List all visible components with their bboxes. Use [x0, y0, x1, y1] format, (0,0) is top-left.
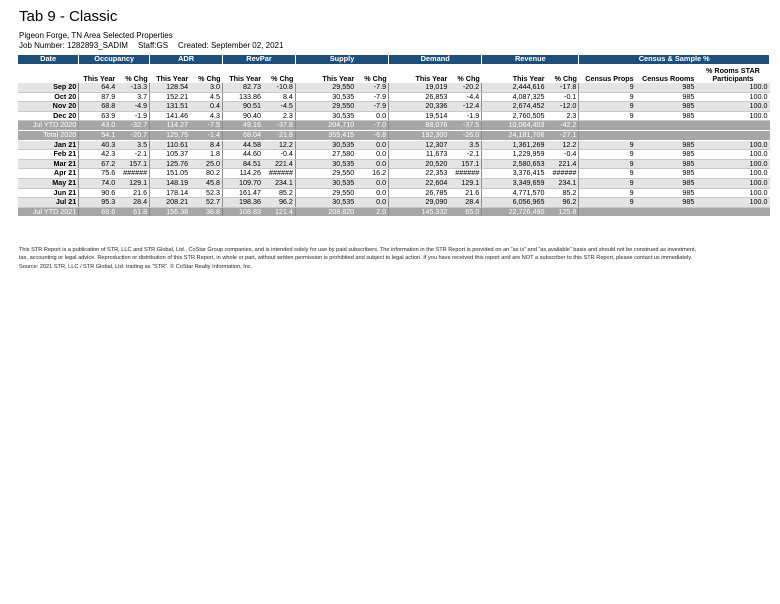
table-cell: 9: [579, 140, 636, 150]
table-cell: 141.46: [150, 111, 191, 121]
disclaimer-line: This STR Report is a publication of STR, LLC and STR Global, Ltd., CoStar Group companies, and is intended solely for use by paid subscribers. The information in the STR Report is provided on an “as is” and “as available” basis and should not be construed as investment,: [19, 247, 697, 253]
group-header: ADR: [150, 55, 223, 64]
table-cell: 2,580,653: [482, 159, 547, 169]
table-cell: 29,550: [295, 83, 356, 92]
group-header: Occupancy: [79, 55, 150, 64]
table-cell: -7.9: [356, 83, 388, 92]
table-cell: 152.21: [150, 92, 191, 102]
table-cell: 234.1: [547, 178, 579, 188]
row-date-cell: Sep 20: [18, 83, 79, 92]
table-cell: 234.1: [263, 178, 295, 188]
table-cell: 21.6: [449, 188, 481, 198]
table-cell: 985: [636, 198, 697, 208]
table-row: [18, 150, 770, 160]
table-cell: 985: [636, 150, 697, 160]
table-cell: 30,535: [295, 159, 356, 169]
table-cell: -4.9: [117, 102, 149, 112]
table-cell: -4.4: [449, 92, 481, 102]
table-cell: 84.51: [223, 159, 264, 169]
table-cell: 21.6: [117, 188, 149, 198]
table-cell: 40.3: [79, 140, 117, 150]
group-header: Supply: [295, 55, 388, 64]
table-cell: 2,444,616: [482, 83, 547, 92]
table-cell: 161.47: [223, 188, 264, 198]
column-header: % Chg: [117, 64, 149, 83]
table-cell: 82.73: [223, 83, 264, 92]
table-cell: 3.5: [449, 140, 481, 150]
table-cell: 2,760,505: [482, 111, 547, 121]
table-cell: 88,076: [389, 121, 450, 131]
table-cell: 24,181,706: [482, 130, 547, 140]
table-cell: 178.14: [150, 188, 191, 198]
table-cell: 19,514: [389, 111, 450, 121]
table-cell: 221.4: [263, 159, 295, 169]
table-cell: 985: [636, 188, 697, 198]
table-cell: 100.0: [696, 83, 769, 92]
table-cell: 25.0: [190, 159, 222, 169]
table-cell: 69.6: [79, 207, 117, 217]
table-cell: 985: [636, 83, 697, 92]
table-cell: -1.4: [190, 130, 222, 140]
table-cell: 0.0: [356, 111, 388, 121]
table-cell: 157.1: [449, 159, 481, 169]
table-cell: 3,376,415: [482, 169, 547, 179]
table-row: [18, 140, 770, 150]
table-cell: 100.0: [696, 198, 769, 208]
row-date-cell: Jul YTD 2021: [18, 207, 79, 217]
group-header: Revenue: [482, 55, 579, 64]
table-row: [18, 92, 770, 102]
table-cell: 114.27: [150, 121, 191, 131]
row-date-cell: Total 2020: [18, 130, 79, 140]
summary-row: [18, 207, 770, 217]
table-cell: -27.1: [547, 130, 579, 140]
table-cell: 0.4: [190, 102, 222, 112]
table-cell: -12.0: [547, 102, 579, 112]
table-cell: 90.40: [223, 111, 264, 121]
table-cell: -0.4: [263, 150, 295, 160]
table-cell: -32.7: [117, 121, 149, 131]
table-cell: -2.1: [449, 150, 481, 160]
report-subtitle: Pigeon Forge, TN Area Selected Properties: [19, 31, 173, 40]
table-cell: 95.3: [79, 198, 117, 208]
table-cell: 67.2: [79, 159, 117, 169]
table-cell: -17.8: [547, 83, 579, 92]
column-header: % Chg: [190, 64, 222, 83]
table-cell: 30,535: [295, 140, 356, 150]
table-cell: 52.3: [190, 188, 222, 198]
table-cell: 44.58: [223, 140, 264, 150]
table-cell: 75.6: [79, 169, 117, 179]
column-header: This Year: [482, 64, 547, 83]
row-date-cell: Jun 21: [18, 188, 79, 198]
table-cell: 8.4: [190, 140, 222, 150]
table-cell: 4,771,570: [482, 188, 547, 198]
table-row: [18, 111, 770, 121]
group-header: Date: [18, 55, 79, 64]
column-header: This Year: [295, 64, 356, 83]
table-cell: 128.54: [150, 83, 191, 92]
table-cell: 100.0: [696, 150, 769, 160]
table-cell: 20,520: [389, 159, 450, 169]
table-cell: -1.9: [117, 111, 149, 121]
table-cell: 12.2: [263, 140, 295, 150]
table-cell: 100.0: [696, 159, 769, 169]
table-cell: -20.7: [117, 130, 149, 140]
table-cell: 100.0: [696, 92, 769, 102]
table-body: [18, 83, 770, 217]
table-cell: [696, 130, 769, 140]
table-cell: 110.61: [150, 140, 191, 150]
table-cell: 157.1: [117, 159, 149, 169]
table-cell: -6.8: [356, 130, 388, 140]
table-cell: 3.0: [190, 83, 222, 92]
table-cell: 3.7: [117, 92, 149, 102]
table-cell: 54.1: [79, 130, 117, 140]
table-cell: 129.1: [449, 178, 481, 188]
table-cell: 114.26: [223, 169, 264, 179]
disclaimer-line: tax, accounting or legal advice. Reproduction or distribution of this STR Report, in whole or part, without written permission is prohibited and subject to legal action. If you have received this report and are NOT a subscriber to this STR Report, please contact us immediately.: [19, 255, 693, 262]
table-cell: -7.5: [190, 121, 222, 131]
table-cell: 30,535: [295, 92, 356, 102]
table-cell: [579, 130, 636, 140]
table-cell: 65.0: [449, 207, 481, 217]
table-cell: 105.37: [150, 150, 191, 160]
table-cell: 85.2: [547, 188, 579, 198]
table-cell: ######: [449, 169, 481, 179]
table-cell: ######: [263, 169, 295, 179]
column-header: This Year: [150, 64, 191, 83]
table-cell: 198.36: [223, 198, 264, 208]
table-cell: 133.86: [223, 92, 264, 102]
table-cell: 145,332: [389, 207, 450, 217]
table-cell: 151.05: [150, 169, 191, 179]
table-cell: 9: [579, 92, 636, 102]
group-header: Census & Sample %: [579, 55, 770, 64]
table-cell: [636, 207, 697, 217]
table-cell: 6,056,965: [482, 198, 547, 208]
table-row: [18, 188, 770, 198]
table-row: [18, 159, 770, 169]
table-cell: 0.0: [356, 188, 388, 198]
table-cell: 63.9: [79, 111, 117, 121]
group-header: RevPar: [223, 55, 296, 64]
table-cell: -7.9: [356, 102, 388, 112]
table-cell: 9: [579, 169, 636, 179]
column-header: This Year: [223, 64, 264, 83]
table-cell: 125.8: [547, 207, 579, 217]
row-date-cell: Oct 20: [18, 92, 79, 102]
table-cell: 985: [636, 92, 697, 102]
table-row: [18, 198, 770, 208]
table-cell: 100.0: [696, 140, 769, 150]
table-row: [18, 83, 770, 92]
table-cell: 4,087,325: [482, 92, 547, 102]
table-cell: 26,785: [389, 188, 450, 198]
row-date-cell: Nov 20: [18, 102, 79, 112]
table-cell: -0.4: [547, 150, 579, 160]
table-cell: 26,853: [389, 92, 450, 102]
summary-row: [18, 130, 770, 140]
table-cell: 985: [636, 102, 697, 112]
row-date-cell: Jan 21: [18, 140, 79, 150]
table-cell: 29,550: [295, 188, 356, 198]
table-cell: 30,535: [295, 111, 356, 121]
table-cell: 9: [579, 198, 636, 208]
table-cell: 0.0: [356, 140, 388, 150]
staff: Staff:GS: [137, 41, 169, 50]
table-cell: 100.0: [696, 111, 769, 121]
table-cell: -1.9: [449, 111, 481, 121]
table-cell: 27,580: [295, 150, 356, 160]
table-cell: 3.5: [117, 140, 149, 150]
table-cell: -7.0: [356, 121, 388, 131]
row-date-cell: Mar 21: [18, 159, 79, 169]
report-meta: [19, 41, 293, 50]
table-cell: 208,820: [295, 207, 356, 217]
table-cell: ######: [547, 169, 579, 179]
table-cell: -20.2: [449, 83, 481, 92]
table-cell: 96.2: [547, 198, 579, 208]
table-cell: 148.19: [150, 178, 191, 188]
row-date-cell: Dec 20: [18, 111, 79, 121]
table-cell: 131.51: [150, 102, 191, 112]
table-cell: 1,229,959: [482, 150, 547, 160]
table-cell: 90.6: [79, 188, 117, 198]
table-cell: 16.2: [356, 169, 388, 179]
report-title: Tab 9 - Classic: [19, 8, 118, 25]
table-cell: 985: [636, 178, 697, 188]
table-cell: 43.0: [79, 121, 117, 131]
table-cell: 68.04: [223, 130, 264, 140]
column-header: % Chg: [449, 64, 481, 83]
table-cell: [579, 207, 636, 217]
table-cell: 100.0: [696, 169, 769, 179]
table-cell: -12.4: [449, 102, 481, 112]
disclaimer-footer: [19, 246, 771, 271]
table-cell: -0.1: [547, 92, 579, 102]
table-cell: 22,604: [389, 178, 450, 188]
table-cell: 19,019: [389, 83, 450, 92]
table-row: [18, 178, 770, 188]
table-cell: 22,726,490: [482, 207, 547, 217]
table-cell: 29,550: [295, 169, 356, 179]
table-cell: 87.9: [79, 92, 117, 102]
column-header: [18, 64, 79, 83]
table-cell: 2.3: [263, 111, 295, 121]
table-cell: 0.0: [356, 150, 388, 160]
table-cell: 29,090: [389, 198, 450, 208]
table-cell: 192,300: [389, 130, 450, 140]
table-cell: 0.0: [356, 159, 388, 169]
table-cell: 100.0: [696, 102, 769, 112]
sub-header-row: [18, 64, 770, 83]
table-cell: 64.4: [79, 83, 117, 92]
table-cell: 61.8: [117, 207, 149, 217]
table-cell: ######: [117, 169, 149, 179]
table-cell: 36.8: [190, 207, 222, 217]
row-date-cell: May 21: [18, 178, 79, 188]
table-cell: 28.4: [117, 198, 149, 208]
table-cell: -4.5: [263, 102, 295, 112]
table-cell: 1.8: [190, 150, 222, 160]
table-cell: 30,535: [295, 198, 356, 208]
table-cell: 9: [579, 188, 636, 198]
column-header: This Year: [389, 64, 450, 83]
table-cell: 0.0: [356, 198, 388, 208]
table-cell: 121.4: [263, 207, 295, 217]
table-cell: [696, 207, 769, 217]
table-cell: 22,353: [389, 169, 450, 179]
row-date-cell: Jul YTD 2020: [18, 121, 79, 131]
table-cell: 4.3: [190, 111, 222, 121]
summary-row: [18, 121, 770, 131]
table-cell: 221.4: [547, 159, 579, 169]
group-header: Demand: [389, 55, 482, 64]
table-cell: 355,415: [295, 130, 356, 140]
table-cell: -42.2: [547, 121, 579, 131]
table-cell: 9: [579, 111, 636, 121]
table-cell: 30,535: [295, 178, 356, 188]
table-cell: 96.2: [263, 198, 295, 208]
column-header: % Chg: [356, 64, 388, 83]
table-cell: 108.83: [223, 207, 264, 217]
column-header: Census Props: [579, 64, 636, 83]
table-cell: 2,674,452: [482, 102, 547, 112]
source-line: Source: 2021 STR, LLC / STR Global, Ltd. trading as “STR”. © CoStar Realty Information, Inc.: [19, 263, 253, 270]
table-cell: 125.75: [150, 130, 191, 140]
str-data-table: [18, 55, 770, 217]
table-cell: [636, 121, 697, 131]
table-cell: 28.4: [449, 198, 481, 208]
table-cell: 109.70: [223, 178, 264, 188]
table-cell: [636, 130, 697, 140]
table-cell: 125.76: [150, 159, 191, 169]
table-cell: 20,336: [389, 102, 450, 112]
table-cell: -7.9: [356, 92, 388, 102]
column-header: % Chg: [547, 64, 579, 83]
table-cell: 129.1: [117, 178, 149, 188]
table-cell: 100.0: [696, 188, 769, 198]
table-cell: 49.16: [223, 121, 264, 131]
table-cell: 74.0: [79, 178, 117, 188]
column-header: Census Rooms: [636, 64, 697, 83]
table-cell: 45.8: [190, 178, 222, 188]
row-date-cell: Feb 21: [18, 150, 79, 160]
table-cell: 985: [636, 159, 697, 169]
table-cell: 985: [636, 140, 697, 150]
table-cell: 42.3: [79, 150, 117, 160]
table-cell: 9: [579, 159, 636, 169]
table-cell: 985: [636, 111, 697, 121]
table-cell: 208.21: [150, 198, 191, 208]
table-cell: 44.60: [223, 150, 264, 160]
table-cell: 204,710: [295, 121, 356, 131]
table-row: [18, 102, 770, 112]
table-cell: -37.8: [263, 121, 295, 131]
table-cell: 11,673: [389, 150, 450, 160]
table-cell: 9: [579, 150, 636, 160]
table-cell: 8.4: [263, 92, 295, 102]
column-header: % Rooms STAR Participants: [696, 64, 769, 83]
table-cell: 68.8: [79, 102, 117, 112]
column-header: % Chg: [263, 64, 295, 83]
table-cell: -37.5: [449, 121, 481, 131]
table-cell: 85.2: [263, 188, 295, 198]
table-cell: 29,550: [295, 102, 356, 112]
table-cell: 9: [579, 83, 636, 92]
table-cell: [696, 121, 769, 131]
table-cell: 12.2: [547, 140, 579, 150]
table-cell: 0.0: [356, 178, 388, 188]
table-cell: 90.51: [223, 102, 264, 112]
table-cell: 156.38: [150, 207, 191, 217]
table-cell: -26.0: [449, 130, 481, 140]
group-header-row: [18, 55, 770, 64]
table-cell: 10,064,403: [482, 121, 547, 131]
column-header: This Year: [79, 64, 117, 83]
table-cell: -2.1: [117, 150, 149, 160]
row-date-cell: Apr 21: [18, 169, 79, 179]
row-date-cell: Jul 21: [18, 198, 79, 208]
table-row: [18, 169, 770, 179]
table-cell: 12,307: [389, 140, 450, 150]
table-cell: 9: [579, 102, 636, 112]
table-cell: 52.7: [190, 198, 222, 208]
table-cell: -13.3: [117, 83, 149, 92]
table-cell: -10.8: [263, 83, 295, 92]
table-cell: -21.8: [263, 130, 295, 140]
created-date: Created: September 02, 2021: [178, 41, 284, 50]
table-cell: 2.0: [356, 207, 388, 217]
table-cell: 3,349,659: [482, 178, 547, 188]
table-cell: 9: [579, 178, 636, 188]
table-cell: [579, 121, 636, 131]
job-number: Job Number: 1282893_SADIM: [19, 41, 128, 50]
table-cell: 985: [636, 169, 697, 179]
table-cell: 2.3: [547, 111, 579, 121]
table-cell: 80.2: [190, 169, 222, 179]
table-cell: 4.5: [190, 92, 222, 102]
table-cell: 100.0: [696, 178, 769, 188]
table-cell: 1,361,269: [482, 140, 547, 150]
